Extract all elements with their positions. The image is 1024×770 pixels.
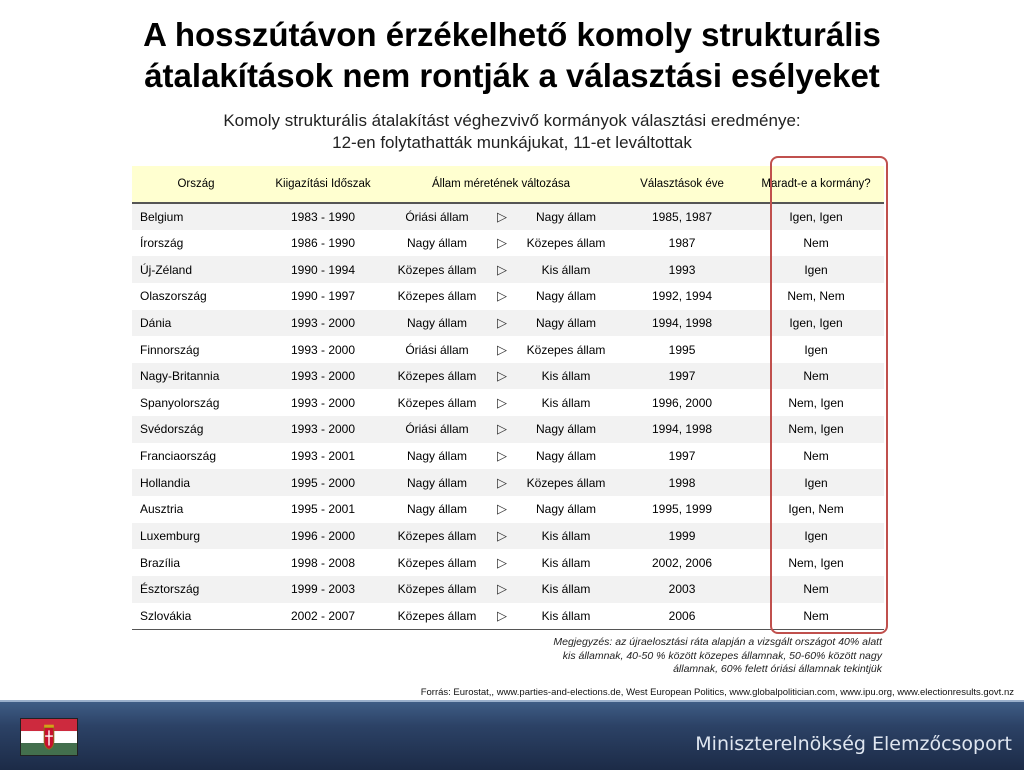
cell-from-size: Közepes állam [397, 555, 477, 570]
cell-elections: 1992, 1994 [652, 289, 713, 304]
cell-elections: 1997 [668, 369, 696, 384]
subtitle-line-1: Komoly strukturális átalakítást véghezvivő kormányok választási eredménye: [223, 111, 801, 130]
cell-from-size: Óriási állam [405, 422, 469, 437]
triangle-right-icon: ▷ [497, 314, 507, 330]
triangle-right-icon: ▷ [497, 394, 507, 410]
cell-period: 1996 - 2000 [290, 529, 356, 543]
cell-country: Dánia [140, 315, 172, 330]
cell-elections: 2002, 2006 [652, 555, 713, 570]
cell-country: Szlovákia [132, 603, 260, 630]
cell-elections: 2006 [616, 603, 748, 630]
cell-period: 1993 - 2000 [290, 369, 356, 384]
table-row [132, 310, 884, 337]
table-row [132, 230, 884, 257]
header-change: Állam méretének változása [386, 166, 616, 203]
cell-elections: 1994, 1998 [652, 315, 713, 330]
hungarian-flag-icon [20, 718, 78, 756]
cell-elections: 1993 [668, 262, 696, 277]
cell-country: Finnország [140, 342, 200, 357]
cell-from-size: Nagy állam [406, 235, 468, 250]
cell-from-size: Közepes állam [397, 369, 477, 384]
cell-elections: 1998 [668, 475, 696, 490]
source-line: Forrás: Eurostat,, www.parties-and-elections.de, West European Politics, www.globalpolitician.com, www.ipu.org, www.electionresults.govt.nz [420, 687, 1014, 698]
table-row [132, 469, 884, 496]
cell-to-size: Kis állam [541, 529, 591, 543]
cell-period: 1995 - 2001 [290, 502, 356, 517]
footer-bar [0, 700, 1024, 770]
cell-country: Brazília [140, 555, 181, 570]
footnote-line-3: államnak, 60% felett óriási államnak tekintjük [673, 663, 882, 675]
cell-to-size: Kis állam [541, 582, 591, 597]
cell-to-size: Nagy állam [536, 502, 597, 517]
cell-from-size: Közepes állam [397, 289, 477, 304]
cell-stayed: Igen, Nem [788, 502, 844, 517]
cell-elections: 1995, 1999 [652, 502, 713, 517]
table-row [132, 389, 884, 416]
cell-elections: 1997 [668, 449, 696, 464]
cell-country: Nagy-Britannia [140, 369, 220, 384]
cell-to-size: Nagy állam [536, 449, 597, 464]
cell-stayed: Igen [804, 475, 828, 490]
cell-stayed: Nem, Igen [788, 555, 844, 570]
footnote-line-2: kis államnak, 40-50 % között közepes államnak, 50-60% között nagy [562, 649, 882, 662]
cell-stayed: Igen [804, 529, 828, 543]
header-period: Kiigazítási Időszak [260, 166, 386, 203]
table-row [132, 496, 884, 523]
table-row [132, 576, 884, 603]
page-title [0, 14, 1024, 96]
header-elections: Választások éve [616, 166, 748, 203]
triangle-right-icon: ▷ [497, 474, 507, 490]
triangle-right-icon: ▷ [497, 368, 507, 384]
triangle-right-icon: ▷ [497, 421, 507, 437]
footer-org-name: Miniszterelnökség Elemzőcsoport [695, 733, 1012, 755]
table-row [132, 523, 884, 550]
cell-country: Írország [140, 235, 184, 250]
cell-from-size: Közepes állam [397, 395, 477, 410]
table-row [132, 203, 884, 230]
cell-elections: 1994, 1998 [652, 422, 713, 437]
cell-period: 2002 - 2007 [260, 603, 386, 630]
triangle-right-icon: ▷ [497, 528, 507, 543]
cell-to-size: Nagy állam [536, 315, 597, 330]
cell-from-size: Közepes állam [397, 529, 477, 543]
triangle-right-icon: ▷ [497, 288, 507, 304]
cell-from-size: Közepes állam [386, 603, 488, 630]
table-row [132, 443, 884, 470]
cell-country: Franciaország [140, 449, 217, 464]
header-stayed: Maradt-e a kormány? [748, 166, 884, 203]
triangle-right-icon: ▷ [497, 261, 507, 277]
table-body [132, 203, 884, 629]
cell-elections: 1985, 1987 [652, 209, 713, 224]
cell-elections: 1995 [668, 342, 696, 357]
cell-from-size: Nagy állam [406, 502, 468, 517]
table-row [132, 603, 884, 630]
subtitle [0, 110, 1024, 154]
cell-elections: 1999 [668, 529, 696, 543]
cell-stayed: Igen, Igen [789, 209, 843, 224]
footnote [480, 636, 882, 677]
cell-to-size: Kis állam [541, 262, 591, 277]
cell-period: 1993 - 2001 [290, 449, 356, 464]
cell-elections: 2003 [668, 582, 696, 597]
cell-period: 1999 - 2003 [290, 582, 356, 597]
header-country: Ország [132, 166, 260, 203]
cell-to-size: Közepes állam [526, 475, 606, 490]
triangle-right-icon: ▷ [497, 341, 507, 357]
cell-country: Ausztria [140, 502, 184, 517]
triangle-right-icon: ▷ [497, 501, 507, 517]
cell-to-size: Közepes állam [526, 235, 606, 250]
cell-from-size: Nagy állam [406, 475, 468, 490]
cell-stayed: Igen [804, 342, 828, 357]
cell-to-size: Kis állam [541, 395, 591, 410]
cell-period: 1993 - 2000 [290, 395, 356, 410]
cell-stayed: Igen, Igen [789, 315, 843, 330]
cell-country: Belgium [140, 209, 184, 224]
table-row [132, 256, 884, 283]
cell-country: Új-Zéland [140, 262, 193, 277]
cell-to-size: Közepes állam [526, 342, 606, 357]
cell-period: 1995 - 2000 [290, 475, 356, 490]
cell-country: Hollandia [140, 475, 191, 490]
cell-period: 1993 - 2000 [290, 315, 356, 330]
cell-stayed: Nem [803, 235, 829, 250]
cell-period: 1993 - 2000 [290, 422, 356, 437]
cell-stayed: Nem [803, 369, 829, 384]
subtitle-line-2: 12-en folytathatták munkájukat, 11-et leváltottak [332, 133, 692, 152]
results-table [132, 166, 884, 630]
table-row [132, 283, 884, 310]
cell-from-size: Nagy állam [406, 449, 468, 464]
cell-country: Észtország [140, 582, 200, 597]
cell-country: Olaszország [140, 289, 207, 304]
table-row [132, 363, 884, 390]
triangle-right-icon: ▷ [497, 581, 507, 597]
cell-to-size: Kis állam [516, 603, 616, 630]
cell-country: Svédország [140, 422, 204, 437]
triangle-right-icon: ▷ [497, 554, 507, 570]
cell-to-size: Kis állam [541, 369, 591, 384]
cell-stayed: Nem [803, 449, 829, 464]
cell-stayed: Nem [748, 603, 884, 630]
cell-stayed: Nem [803, 582, 829, 597]
cell-period: 1990 - 1997 [290, 289, 356, 304]
cell-from-size: Óriási állam [405, 209, 469, 224]
cell-from-size: Nagy állam [406, 315, 468, 330]
cell-elections: 1987 [668, 235, 696, 250]
results-table-container [132, 166, 884, 630]
cell-stayed: Igen [804, 262, 828, 277]
footnote-line-1: Megjegyzés: az újraelosztási ráta alapján a vizsgált országot 40% alatt [553, 636, 882, 648]
cell-from-size: Óriási állam [405, 342, 469, 357]
cell-country: Luxemburg [140, 529, 201, 543]
cell-to-size: Nagy állam [536, 209, 597, 224]
cell-stayed: Nem, Nem [787, 289, 845, 304]
triangle-right-icon: ▷ [497, 208, 507, 224]
title-line-2: átalakítások nem rontják a választási esélyeket [144, 57, 880, 94]
cell-period: 1983 - 1990 [290, 209, 356, 224]
cell-period: 1990 - 1994 [290, 262, 356, 277]
cell-period: 1986 - 1990 [290, 235, 356, 250]
table-row [132, 549, 884, 576]
triangle-right-icon: ▷ [497, 448, 507, 464]
cell-from-size: Közepes állam [397, 582, 477, 597]
cell-from-size: Közepes állam [397, 262, 477, 277]
cell-to-size: Kis állam [541, 555, 591, 570]
cell-to-size: Nagy állam [536, 422, 597, 437]
cell-stayed: Nem, Igen [788, 395, 844, 410]
table-header-row [132, 166, 884, 203]
triangle-right-icon: ▷ [488, 603, 516, 630]
cell-period: 1993 - 2000 [290, 342, 356, 357]
triangle-right-icon: ▷ [497, 234, 507, 250]
cell-to-size: Nagy állam [536, 289, 597, 304]
cell-stayed: Nem, Igen [788, 422, 844, 437]
cell-period: 1998 - 2008 [290, 555, 356, 570]
cell-country: Spanyolország [140, 395, 220, 410]
title-line-1: A hosszútávon érzékelhető komoly strukturális [143, 16, 881, 53]
table-row [132, 336, 884, 363]
table-row [132, 416, 884, 443]
cell-elections: 1996, 2000 [652, 395, 713, 410]
